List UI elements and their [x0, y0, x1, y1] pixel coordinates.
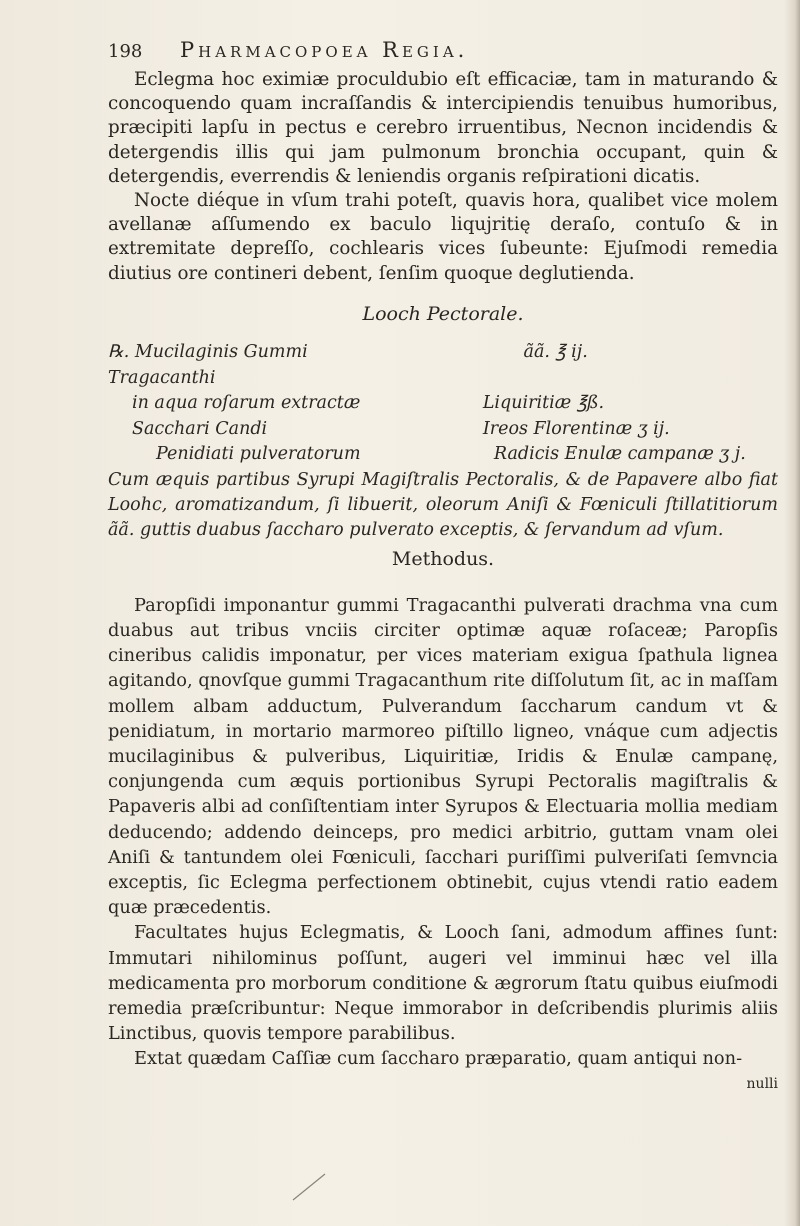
intro-paragraph-2: Nocte diéque in vſum trahi poteſt, quavis hora, qualibet vice molem avellanæ aſſumendo ex baculo liqujritię deraſo, contuſo & in extremitate depreſſo, cochlearis vices ſubeunte: Ejuſmodi remedia diutius ore contineri debent, ſenſim quoque deglutienda.	[108, 190, 778, 284]
recipe-note: Cum æquis partibus Syrupi Magiſtralis Pectoralis, & de Papavere albo fiat Loohc, aromatizandum, ſi libuerit, oleorum Aniſi & Fœniculi ſtillatitiorum ãã. guttis duabus ſaccharo pulverato exceptis, & ſervandum ad vſum.	[108, 469, 778, 540]
catchword: nulli	[746, 1075, 778, 1092]
method-paragraph-3: Extat quædam Caſſiæ cum ſaccharo præparatio, quam antiqui non-	[134, 1048, 743, 1070]
stray-ink-mark	[285, 1166, 335, 1206]
intro-paragraph-1: Eclegma hoc eximiæ proculdubio eſt efficaciæ, tam in maturando & concoquendo quam incraſſandis & intercipiendis tenuibus humoribus, præcipiti lapſu in pectus e cerebro irruentibus, Necnon incidendis & detergendis illis qui jam pulmonum bronchia occupant, quin & detergendis, everrendis & leniendis organis reſpirationi dicatis.	[108, 69, 778, 187]
ingredient-right: ãã. ℥ ij.	[523, 342, 588, 363]
ingredient-left: in aqua roſarum extractæ	[132, 393, 361, 414]
page-edge-shadow	[784, 0, 800, 1226]
method-paragraph-1: Paropſidi imponantur gummi Tragacanthi pulverati drachma vna cum duabus aut tribus vnciis circiter optimæ aquæ roſaceæ; Paropſis cineribus calidis imponatur, per vices materiam exigua ſpathula lignea agitando, qnovſque gummi Tragacanthum rite diſſolutum ſit, ac in maſſam mollem albam adductum, Pulverandum ſaccharum candum vt & penidiatum, in mortario marmoreo piſtillo ligneo, vnáque cum adjectis mucilaginibus & pulveribus, Liquiritiæ, Iridis & Enulæ campanę, conjungenda cum æquis portionibus Syrupi Pectoralis magiſtralis & Papaveris albi ad conſiſtentiam inter Syrupos & Electuaria mollia mediam deducendo; addendo deinceps, pro medici arbitrio, guttam vnam olei Aniſi & tantundem olei Fœniculi, ſacchari puriſſimi pulveriſati ſemvncia exceptis, ſic Eclegma perfectionem obtinebit, cujus vtendi ratio eadem quæ præcedentis.	[108, 594, 778, 919]
recipe-row	[108, 340, 778, 391]
ingredient-left: Penidiati pulveratorum	[156, 444, 361, 465]
recipe-row	[108, 391, 778, 417]
method-paragraph-2: Facultates hujus Eclegmatis, & Looch ſani, admodum affines ſunt: Immutari nihilominus poſſunt, augeri vel imminui hæc vel illa medicamenta pro morborum conditione & ægrorum ſtatu quibus eiuſmodi remedia præſcribuntur: Neque immorabor in deſcribendis plurimis aliis Linctibus, quovis tempore parabilibus.	[108, 922, 778, 1045]
ingredient-left: ℞. Mucilaginis Gummi Tragacanthi	[108, 342, 308, 388]
method-text	[108, 593, 778, 1097]
page-content	[108, 38, 778, 1097]
ingredient-right: Ireos Florentinæ ʒ ij.	[482, 418, 670, 439]
ingredient-right: Radicis Enulæ campanæ ʒ j.	[493, 444, 746, 465]
ingredient-left: Sacchari Candi	[132, 418, 268, 439]
recipe-title: Looch Pectorale.	[362, 302, 524, 325]
page-number: 198	[108, 41, 143, 62]
recipe-ingredients	[108, 340, 778, 468]
running-title: Pharmacopoea Regia.	[180, 38, 469, 62]
methodus-heading: Methodus.	[391, 547, 495, 570]
recipe-row	[108, 417, 778, 443]
recipe-row	[108, 442, 778, 468]
running-header	[108, 38, 778, 68]
ingredient-right: Liquiritiæ ℥ß.	[482, 393, 605, 414]
